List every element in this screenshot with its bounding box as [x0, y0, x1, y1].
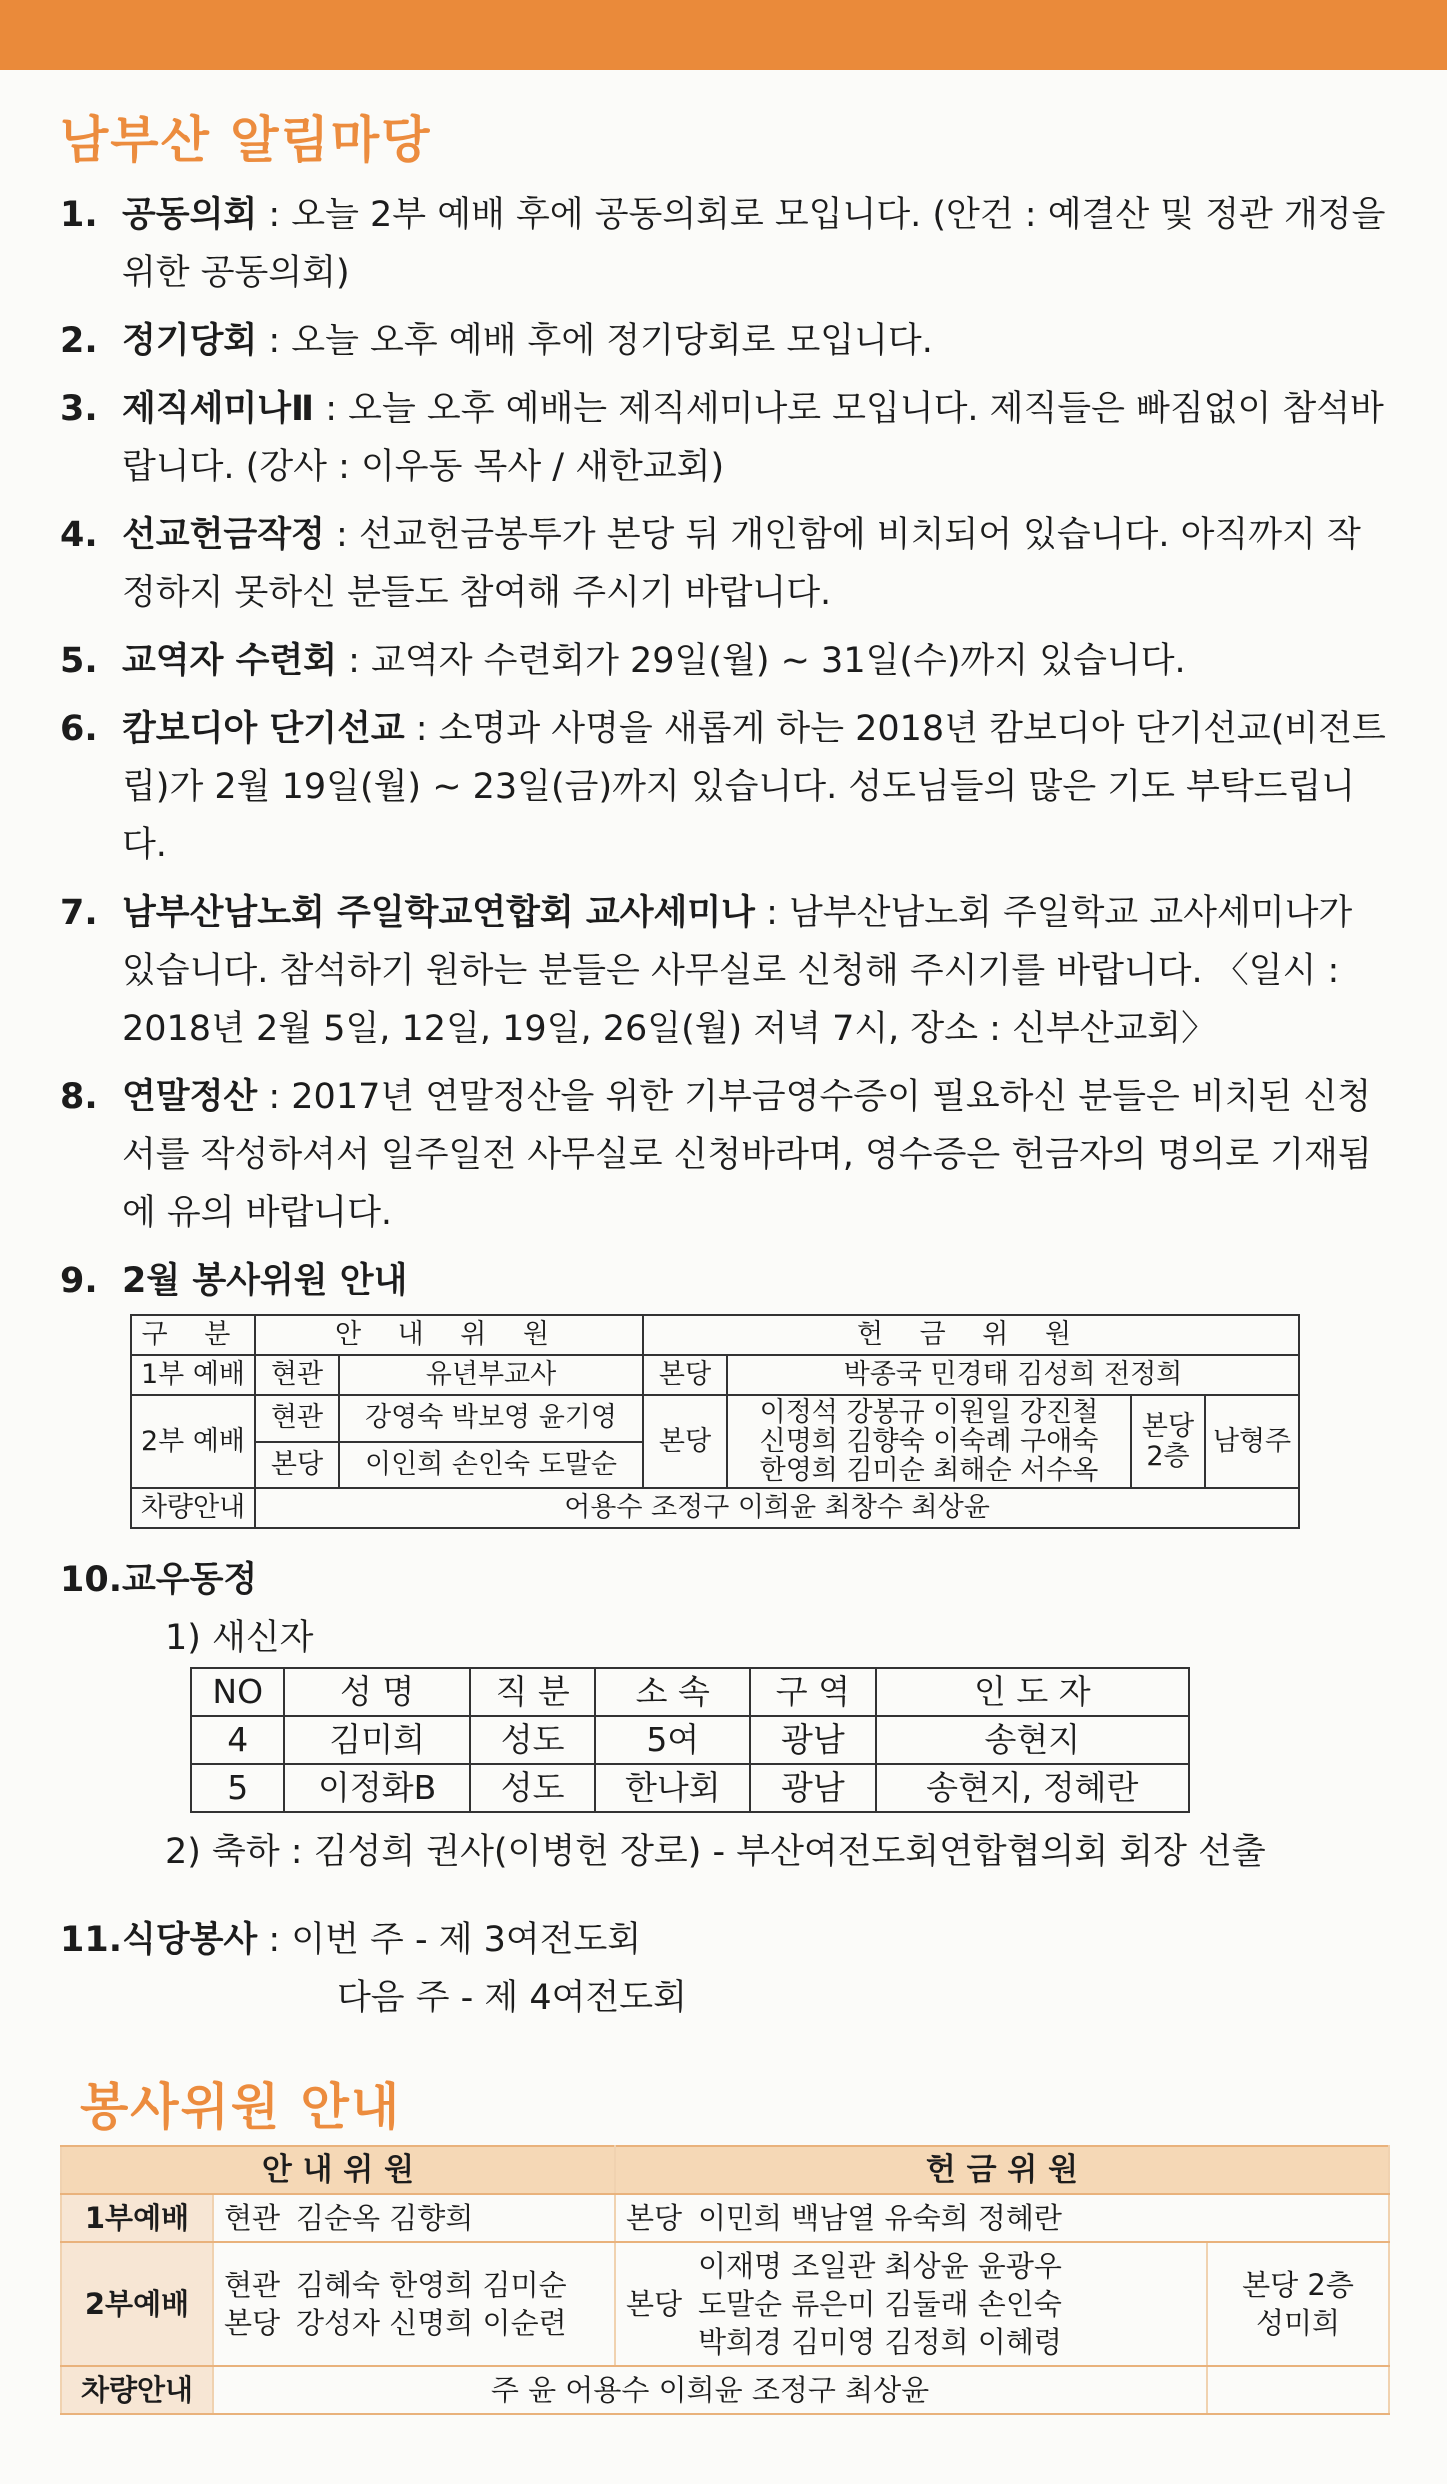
notice-text: : 남부산남노회 주일학교 교사세미나가 있습니다. 참석하기 원하는 분들은 사무실로 신청해 주시기를 바랍니다. 〈일시 : 2018년 2월 5일, 12일, 19일, 26일(월) 저녁 7시, 장소 : 신부산교회〉 — [122, 893, 1353, 1049]
notice-number: 5. — [60, 641, 98, 681]
usher-line — [224, 2304, 604, 2342]
offering-names: 박종국 민경태 김성희 전정희 — [727, 1355, 1299, 1395]
notice-item — [60, 380, 1390, 496]
cell-no: 4 — [191, 1716, 284, 1764]
notice-number: 11. — [60, 1920, 123, 1960]
cell-position: 성도 — [470, 1716, 596, 1764]
offering-names-line: 한영희 김미순 최해순 서수옥 — [759, 1455, 1099, 1486]
notice-number: 6. — [60, 709, 98, 749]
notice-item — [60, 506, 1390, 622]
notice-title: 정기당회 — [122, 321, 258, 361]
row-label: 2부 예배 — [131, 1395, 255, 1488]
offering-location-2: 본당 2층 — [1242, 2268, 1354, 2302]
cell-guide: 송현지 — [876, 1716, 1189, 1764]
notice-number: 2. — [60, 321, 98, 361]
notice-title: 연말정산 — [122, 1077, 258, 1117]
usher-cell — [213, 2242, 615, 2366]
offering-cell — [615, 2242, 1207, 2366]
row-label: 2부예배 — [61, 2242, 213, 2366]
new-members-label: 1) 새신자 — [165, 1618, 314, 1658]
offering-location: 본당 — [643, 1395, 727, 1488]
meal-label: 식당봉사 — [122, 1920, 258, 1960]
cell-group: 5여 — [595, 1716, 750, 1764]
usher-location: 본당 — [224, 2306, 281, 2340]
notice-number: 4. — [60, 515, 98, 555]
usher-location: 현관 — [224, 2201, 281, 2235]
offering-location: 본당 — [626, 2201, 683, 2235]
offering-names-2: 성미희 — [1255, 2306, 1341, 2340]
top-color-bar — [0, 0, 1447, 70]
notice-item — [60, 1068, 1390, 1242]
notice-item — [60, 884, 1390, 1058]
offering-location: 본당 — [643, 1355, 727, 1395]
header-offering: 헌 금 위 원 — [643, 1315, 1299, 1355]
feb-service-table — [130, 1314, 1300, 1529]
usher-location: 본당 — [255, 1442, 339, 1489]
usher-cell — [213, 2194, 615, 2242]
usher-names: 유년부교사 — [339, 1355, 643, 1395]
offering-cell — [615, 2194, 1389, 2242]
header-category: 구 분 — [131, 1315, 255, 1355]
usher-location: 현관 — [224, 2268, 281, 2302]
new-members-table — [190, 1667, 1190, 1813]
notices-title: 남부산 알림마당 — [60, 111, 432, 169]
offering-names-line: 이재명 조일관 최상윤 윤광우 — [698, 2249, 1062, 2283]
cell-name: 김미희 — [284, 1716, 469, 1764]
driver-names: 주 윤 어용수 이희윤 조정구 최상윤 — [213, 2366, 1207, 2414]
usher-line — [224, 2266, 604, 2304]
offering-names: 이민희 백남열 유숙희 정혜란 — [698, 2201, 1062, 2235]
member-news-heading — [60, 1551, 1390, 1609]
driver-names: 어용수 조정구 이희윤 최창수 최상윤 — [255, 1488, 1299, 1528]
offering-names-line: 신명희 김향숙 이숙례 구애숙 — [759, 1426, 1099, 1457]
col-no: NO — [191, 1668, 284, 1716]
notice-item — [60, 700, 1390, 874]
usher-names: 강영숙 박보영 윤기영 — [339, 1395, 643, 1442]
notice-title: 공동의회 — [122, 195, 258, 235]
offering-names — [727, 1395, 1131, 1488]
usher-location: 현관 — [255, 1355, 339, 1395]
notice-number: 8. — [60, 1077, 98, 1117]
notice-text: : 2017년 연말정산을 위한 기부금영수증이 필요하신 분들은 비치된 신청서를 작성하셔서 일주일전 사무실로 신청바라며, 영수증은 헌금자의 명의로 기재됨에 유의 바랍니다. — [122, 1077, 1372, 1233]
notice-title: 2월 봉사위원 안내 — [122, 1261, 408, 1301]
service-table — [60, 2145, 1390, 2415]
notice-title: 교역자 수련회 — [122, 641, 338, 681]
row-label: 1부예배 — [61, 2194, 213, 2242]
congratulation-text: 2) 축하 : 김성희 권사(이병헌 장로) - 부산여전도회연합협의회 회장 선출 — [165, 1832, 1266, 1872]
notice-number: 10. — [60, 1560, 123, 1600]
row-label: 1부 예배 — [131, 1355, 255, 1395]
offering-names-line: 박희경 김미영 김정희 이혜령 — [698, 2325, 1062, 2359]
cell-group: 한나회 — [595, 1764, 750, 1812]
cell-guide: 송현지, 정혜란 — [876, 1764, 1189, 1812]
offering-names-2: 남형주 — [1205, 1395, 1299, 1488]
offering-2f-cell — [1207, 2242, 1389, 2366]
bulletin-page — [60, 100, 1390, 2415]
usher-location: 현관 — [255, 1395, 339, 1442]
notice-item — [60, 312, 1390, 370]
cell-name: 이정화B — [284, 1764, 469, 1812]
notice-item — [60, 632, 1390, 690]
row-label: 차량안내 — [131, 1488, 255, 1528]
header-usher: 안 내 위 원 — [61, 2146, 615, 2194]
offering-names — [698, 2247, 1062, 2361]
notice-item — [60, 186, 1390, 302]
usher-names: 이인희 손인숙 도말순 — [339, 1442, 643, 1489]
notice-text: : 오늘 오후 예배는 제직세미나로 모입니다. 제직들은 빠짐없이 참석바랍니다. (강사 : 이우동 목사 / 새한교회) — [122, 389, 1384, 487]
feb-service-heading — [60, 1252, 1390, 1310]
offering-names-line: 도말순 류은미 김둘래 손인숙 — [698, 2287, 1062, 2321]
offering-location: 본당 — [626, 2287, 683, 2321]
notice-text: : 소명과 사명을 새롭게 하는 2018년 캄보디아 단기선교(비전트립)가 2월 19일(월) ~ 23일(금)까지 있습니다. 성도님들의 많은 기도 부탁드립니다. — [122, 709, 1386, 865]
cell-district: 광남 — [750, 1716, 876, 1764]
col-position: 직 분 — [470, 1668, 596, 1716]
service-title: 봉사위원 안내 — [80, 2078, 402, 2136]
offering-names-line: 이정석 강봉규 이원일 강진철 — [759, 1397, 1099, 1428]
col-guide: 인 도 자 — [876, 1668, 1189, 1716]
empty-cell — [1207, 2366, 1389, 2414]
table-row — [191, 1716, 1189, 1764]
notice-title: 캄보디아 단기선교 — [122, 709, 405, 749]
col-group: 소 속 — [595, 1668, 750, 1716]
usher-names: 김혜숙 한영희 김미순 — [296, 2268, 567, 2302]
table-row — [191, 1764, 1189, 1812]
header-usher: 안 내 위 원 — [255, 1315, 643, 1355]
meal-next-week: 다음 주 - 제 4여전도회 — [337, 1978, 687, 2018]
offering-location-2: 본당 2층 — [1131, 1395, 1205, 1488]
notice-number: 3. — [60, 389, 98, 429]
col-district: 구 역 — [750, 1668, 876, 1716]
notice-number: 9. — [60, 1261, 98, 1301]
row-label: 차량안내 — [61, 2366, 213, 2414]
notice-title: 선교헌금작정 — [122, 515, 325, 555]
meal-this-week: : 이번 주 - 제 3여전도회 — [257, 1920, 642, 1960]
notice-number: 1. — [60, 195, 98, 235]
header-offering: 헌 금 위 원 — [615, 2146, 1389, 2194]
notice-text: : 선교헌금봉투가 본당 뒤 개인함에 비치되어 있습니다. 아직까지 작정하지 못하신 분들도 참여해 주시기 바랍니다. — [122, 515, 1361, 613]
col-name: 성 명 — [284, 1668, 469, 1716]
notice-title: 제직세미나Ⅱ — [122, 389, 315, 429]
cell-position: 성도 — [470, 1764, 596, 1812]
meal-service — [60, 1911, 1390, 2027]
cell-district: 광남 — [750, 1764, 876, 1812]
notice-text: : 교역자 수련회가 29일(월) ~ 31일(수)까지 있습니다. — [337, 641, 1186, 681]
notice-title: 남부산남노회 주일학교연합회 교사세미나 — [122, 893, 755, 933]
cell-no: 5 — [191, 1764, 284, 1812]
notice-text: : 오늘 2부 예배 후에 공동의회로 모입니다. (안건 : 예결산 및 정관 개정을 위한 공동의회) — [122, 195, 1386, 293]
notice-number: 7. — [60, 893, 98, 933]
notice-text: : 오늘 오후 예배 후에 정기당회로 모입니다. — [257, 321, 933, 361]
notice-title: 교우동정 — [122, 1560, 258, 1600]
usher-names: 김순옥 김향희 — [296, 2201, 474, 2235]
usher-names: 강성자 신명희 이순련 — [296, 2306, 567, 2340]
